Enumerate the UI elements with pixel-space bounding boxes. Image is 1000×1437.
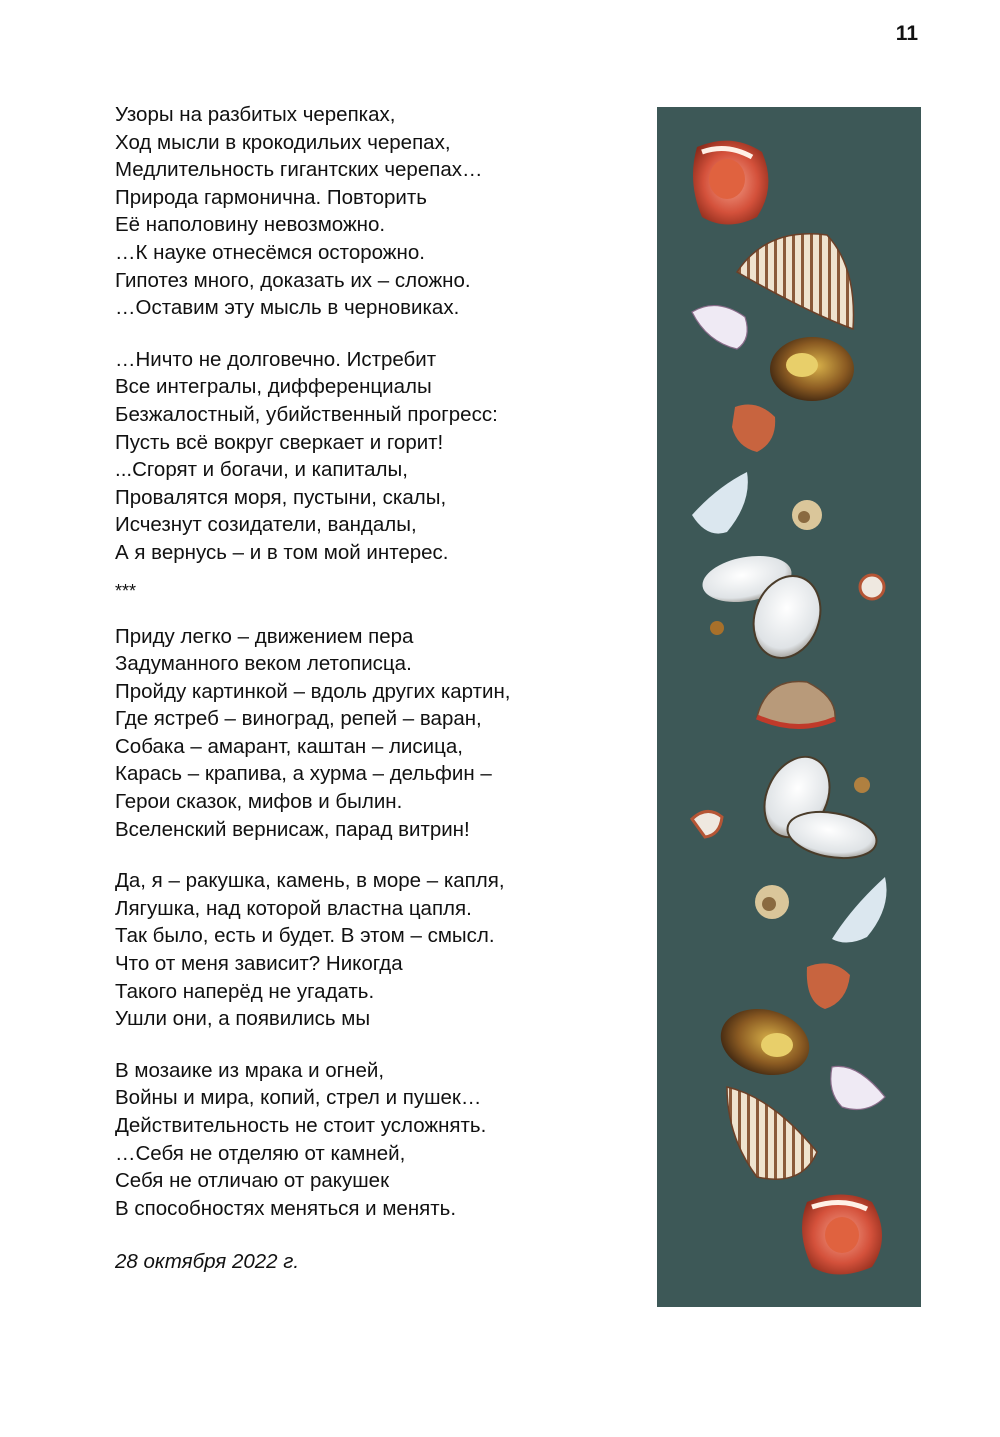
poem-line: Узоры на разбитых черепках,: [115, 103, 396, 126]
ribbed-shell-icon: [737, 234, 853, 329]
poem-line: Так было, есть и будет. В этом – смысл.: [115, 924, 495, 948]
poem-line: Провалятся моря, пустыни, скалы,: [115, 485, 447, 509]
poem-line: …Оставим эту мысль в черновиках.: [115, 296, 460, 320]
open-mussel-shell-icon: [752, 746, 880, 864]
poem-line: Герои сказок, мифов и былин.: [115, 790, 403, 814]
poem-line: Собака – амарант, каштан – лисица,: [115, 734, 463, 758]
poem-line: Действительность не стоит усложнять.: [115, 1114, 487, 1137]
ribbed-shell-icon: [727, 1087, 817, 1179]
orange-shell-icon: [732, 405, 775, 452]
seashell-illustration: [657, 107, 921, 1307]
poem-line: …Себя не отделяю от камней,: [115, 1141, 406, 1165]
stanza-2: [115, 346, 635, 567]
small-shell-icon: [692, 306, 747, 349]
poem-line: Безжалостный, убийственный прогресс:: [115, 402, 498, 426]
poem-line: Лягушка, над которой властна цапля.: [115, 896, 472, 920]
stanza-5: [115, 1057, 635, 1223]
page-number: 11: [895, 22, 918, 45]
orange-shell-icon: [807, 963, 850, 1009]
poem-line: Пройду картинкой – вдоль других картин,: [115, 679, 511, 703]
small-shell-icon: [831, 1066, 885, 1109]
poem-line: …Ничто не долговечно. Истребит: [115, 347, 437, 371]
poem-line: Исчезнут созидатели, вандалы,: [115, 513, 417, 537]
stanza-separator: ***: [115, 580, 137, 601]
poem-line: В мозаике из мрака и огней,: [115, 1058, 385, 1082]
red-shell-icon: [693, 141, 768, 225]
poem-line: Её наполовину невозможно.: [115, 213, 386, 237]
poem-date: 28 октября 2022 г.: [115, 1250, 300, 1274]
poem-line: Задуманного веком летописца.: [115, 652, 412, 676]
poem-line: Медлительность гигантских черепах…: [115, 158, 483, 182]
white-shell-icon: [832, 877, 887, 943]
poem-line: Гипотез много, доказать их – сложно.: [115, 268, 471, 292]
stanza-1: [115, 101, 635, 322]
small-snail-icon: [755, 885, 789, 919]
white-shell-icon: [692, 472, 748, 534]
poem-line: Да, я – ракушка, камень, в море – капля,: [115, 869, 505, 893]
poem-line: Все интегралы, дифференциалы: [115, 375, 432, 399]
snail-shell-icon: [713, 999, 816, 1084]
poem-line: ...Сгорят и богачи, и капиталы,: [115, 458, 408, 482]
poem-line: Вселенский вернисаж, парад витрин!: [115, 817, 470, 841]
poem-line: Себя не отличаю от ракушек: [115, 1169, 390, 1193]
poem-line: Что от меня зависит? Никогда: [115, 952, 403, 976]
poem-line: Ход мысли в крокодильих черепах,: [115, 130, 451, 154]
mussel-shell-icon: [699, 550, 832, 668]
seashell-collage: [657, 107, 921, 1307]
poem-line: Приду легко – движением пера: [115, 624, 414, 648]
red-shell-icon: [802, 1195, 882, 1275]
poem-line: …К науке отнесёмся осторожно.: [115, 240, 425, 264]
poem: [115, 101, 635, 1274]
poem-line: Карась – крапива, а хурма – дельфин –: [115, 762, 492, 786]
poem-line: Ушли они, а появились мы: [115, 1007, 371, 1031]
poem-line: Природа гармонична. Повторить: [115, 185, 427, 209]
poem-line: А я вернусь – и в том мой интерес.: [115, 540, 449, 564]
small-snail-icon: [792, 500, 822, 530]
snail-shell-icon: [770, 337, 854, 401]
stanza-4: [115, 867, 635, 1033]
clam-shell-icon: [757, 681, 835, 726]
poem-line: Такого наперёд не угадать.: [115, 979, 375, 1003]
poem-line: В способностях меняться и менять.: [115, 1196, 457, 1220]
poem-line: Где ястреб – виноград, репей – варан,: [115, 707, 482, 731]
poem-line: Пусть всё вокруг сверкает и горит!: [115, 430, 444, 454]
stanza-3: [115, 623, 635, 844]
poem-line: Войны и мира, копий, стрел и пушек…: [115, 1086, 482, 1110]
